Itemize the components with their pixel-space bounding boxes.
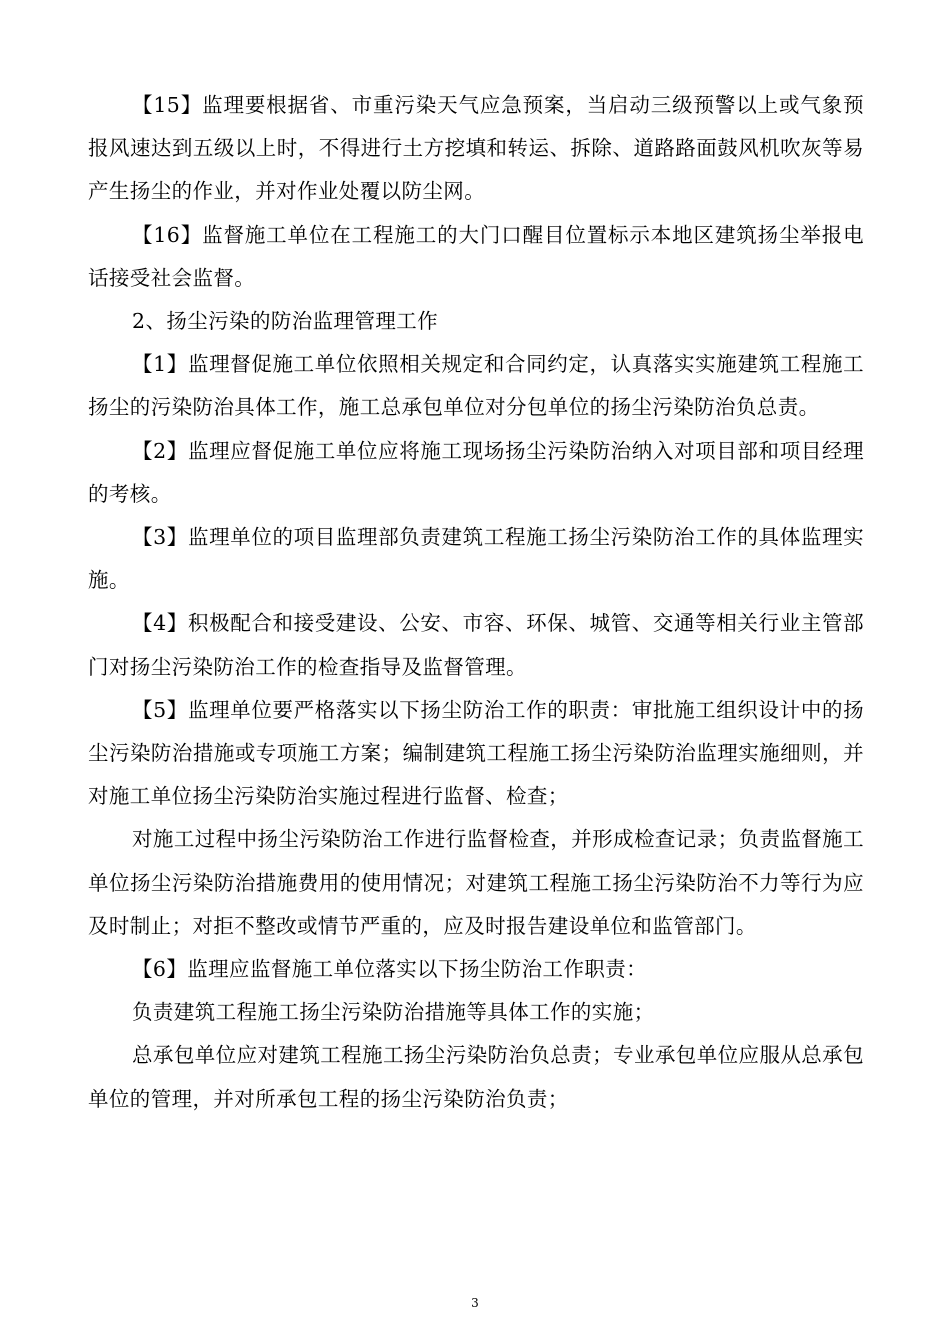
paragraph-item-5-continued: 对施工过程中扬尘污染防治工作进行监督检查，并形成检查记录；负责监督施工单位扬尘污染防治措施费用的使用情况；对建筑工程施工扬尘污染防治不力等行为应及时制止；对拒不整改或情节严重的，应及时报告建设单位和监管部门。 (88, 827, 864, 938)
paragraph-item-1: 【1】监理督促施工单位依照相关规定和合同约定，认真落实实施建筑工程施工扬尘的污染防治具体工作，施工总承包单位对分包单位的扬尘污染防治负总责。 (88, 352, 864, 420)
paragraph-item-5: 【5】监理单位要严格落实以下扬尘防治工作的职责：审批施工组织设计中的扬尘污染防治措施或专项施工方案；编制建筑工程施工扬尘污染防治监理实施细则，并对施工单位扬尘污染防治实施过程进行监督、检查； (88, 697, 864, 809)
page-number: 3 (471, 1296, 479, 1310)
paragraph-item-15: 【15】监理要根据省、市重污染天气应急预案，当启动三级预警以上或气象预报风速达到五级以上时，不得进行土方挖填和转运、拆除、道路路面鼓风机吹灰等易产生扬尘的作业，并对作业处覆以防尘网。 (88, 93, 864, 204)
paragraph-item-2: 【2】监理应督促施工单位应将施工现场扬尘污染防治纳入对项目部和项目经理的考核。 (88, 438, 864, 506)
paragraph-item-3: 【3】监理单位的项目监理部负责建筑工程施工扬尘污染防治工作的具体监理实施。 (88, 525, 864, 593)
paragraph-item-6-duty-1: 负责建筑工程施工扬尘污染防治措施等具体工作的实施； (132, 1000, 655, 1025)
paragraph-item-4: 【4】积极配合和接受建设、公安、市容、环保、城管、交通等相关行业主管部门对扬尘污染防治工作的检查指导及监督管理。 (88, 611, 864, 679)
paragraph-item-6-duty-2: 总承包单位应对建筑工程施工扬尘污染防治负总责；专业承包单位应服从总承包单位的管理，并对所承包工程的扬尘污染防治负责； (88, 1043, 864, 1111)
document-body (88, 84, 864, 1121)
section-heading: 2、扬尘污染的防治监理管理工作 (132, 309, 439, 334)
paragraph-item-16: 【16】监督施工单位在工程施工的大门口醒目位置标示本地区建筑扬尘举报电话接受社会监督。 (88, 222, 864, 290)
paragraph-item-6: 【6】监理应监督施工单位落实以下扬尘防治工作职责： (132, 957, 648, 982)
